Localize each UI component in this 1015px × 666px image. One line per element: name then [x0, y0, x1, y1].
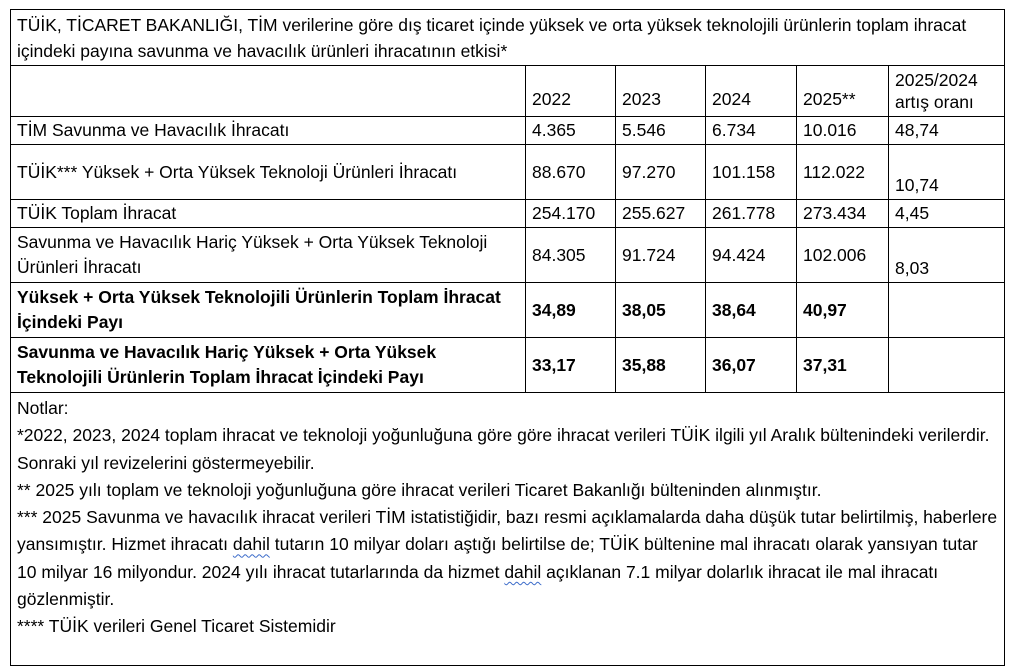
- header-empty-cell: [11, 66, 526, 117]
- note-3-part-c: açıklanan 7.1 milyar dolarlık ihracat ile mal ihracatı gözlenmiştir.: [17, 561, 939, 610]
- cell-2022: 33,17: [526, 338, 616, 393]
- notes-heading: Notlar:: [17, 398, 69, 418]
- title-row: [11, 10, 1005, 66]
- note-2: ** 2025 yılı toplam ve teknoloji yoğunluğuna göre ihracat verileri Ticaret Bakanlığı bülteninden alınmıştır.: [17, 479, 822, 500]
- header-row: [11, 66, 1005, 117]
- header-rate: [889, 66, 1005, 117]
- cell-2023: 97.270: [616, 145, 706, 200]
- header-rate-line2: artış oranı: [895, 91, 974, 112]
- cell-2025: 273.434: [797, 200, 889, 228]
- cell-2025: 40,97: [797, 283, 889, 338]
- cell-rate: [889, 338, 1005, 393]
- cell-2022: 88.670: [526, 145, 616, 200]
- header-2024: 2024: [706, 66, 797, 117]
- row-label: TÜİK*** Yüksek + Orta Yüksek Teknoloji Ürünleri İhracatı: [11, 145, 526, 200]
- note-3-part-b: tutarın 10 milyar doları aştığı belirtilse de; TÜİK bültenine mal ihracatı olarak yansıyan tutar 10 milyar 16 milyondur. 2024 yılı ihracat tutarlarında da hizmet: [17, 534, 978, 582]
- cell-rate: 48,74: [889, 117, 1005, 145]
- row-label: Savunma ve Havacılık Hariç Yüksek + Orta Yüksek Teknolojili Ürünlerin Toplam İhracat İçindeki Payı: [11, 338, 526, 393]
- cell-2024: 6.734: [706, 117, 797, 145]
- cell-2023: 5.546: [616, 117, 706, 145]
- cell-2023: 35,88: [616, 338, 706, 393]
- cell-rate: 4,45: [889, 200, 1005, 228]
- cell-2022: 84.305: [526, 228, 616, 283]
- spellcheck-word: dahil: [504, 561, 542, 582]
- document: [10, 9, 1004, 666]
- note-3-part-a: *** 2025 Savunma ve havacılık ihracat verileri TİM istatistiğidir, bazı resmi açıklamalarda daha düşük tutar belirtilmiş, haberlere yansımıştır. Hizmet ihracatı: [17, 507, 998, 555]
- table-row: [11, 228, 1005, 283]
- spellcheck-word: dahil: [232, 534, 270, 555]
- cell-2022: 254.170: [526, 200, 616, 228]
- cell-2024: 261.778: [706, 200, 797, 228]
- cell-2025: 102.006: [797, 228, 889, 283]
- row-label: Savunma ve Havacılık Hariç Yüksek + Orta Yüksek Teknoloji Ürünleri İhracatı: [11, 228, 526, 283]
- cell-2025: 37,31: [797, 338, 889, 393]
- cell-2025: 112.022: [797, 145, 889, 200]
- note-3: [17, 504, 998, 613]
- cell-rate: 10,74: [889, 145, 1005, 200]
- note-1: *2022, 2023, 2024 toplam ihracat ve teknoloji yoğunluğuna göre göre ihracat verileri TÜİK ilgili yıl Aralık bültenindeki verilerdir. Sonraki yıl revizelerini göstermeyebilir.: [17, 425, 990, 473]
- cell-2024: 94.424: [706, 228, 797, 283]
- table-row: [11, 145, 1005, 200]
- row-label: TİM Savunma ve Havacılık İhracatı: [11, 117, 526, 145]
- notes-row: [11, 393, 1005, 666]
- cell-2024: 36,07: [706, 338, 797, 393]
- cell-2023: 91.724: [616, 228, 706, 283]
- cell-2023: 38,05: [616, 283, 706, 338]
- cell-2022: 4.365: [526, 117, 616, 145]
- note-4: **** TÜİK verileri Genel Ticaret Sistemidir: [17, 616, 336, 637]
- cell-2025: 10.016: [797, 117, 889, 145]
- row-label: TÜİK Toplam İhracat: [11, 200, 526, 228]
- table-row: [11, 117, 1005, 145]
- cell-2023: 255.627: [616, 200, 706, 228]
- header-rate-line1: 2025/2024: [895, 69, 978, 90]
- table-row: [11, 338, 1005, 393]
- header-2025: 2025**: [797, 66, 889, 117]
- header-2023: 2023: [616, 66, 706, 117]
- table-row: [11, 200, 1005, 228]
- cell-rate: 8,03: [889, 228, 1005, 283]
- row-label: Yüksek + Orta Yüksek Teknolojili Ürünlerin Toplam İhracat İçindeki Payı: [11, 283, 526, 338]
- cell-2024: 38,64: [706, 283, 797, 338]
- table-title: TÜİK, TİCARET BAKANLIĞI, TİM verilerine göre dış ticaret içinde yüksek ve orta yüksek teknolojili ürünlerin toplam ihracat içindeki payına savunma ve havacılık ürünleri ihracatının etkisi*: [11, 10, 1005, 66]
- header-2022: 2022: [526, 66, 616, 117]
- notes-cell: [11, 393, 1005, 666]
- table-row: [11, 283, 1005, 338]
- cell-2022: 34,89: [526, 283, 616, 338]
- cell-rate: [889, 283, 1005, 338]
- export-share-table: [10, 9, 1005, 666]
- cell-2024: 101.158: [706, 145, 797, 200]
